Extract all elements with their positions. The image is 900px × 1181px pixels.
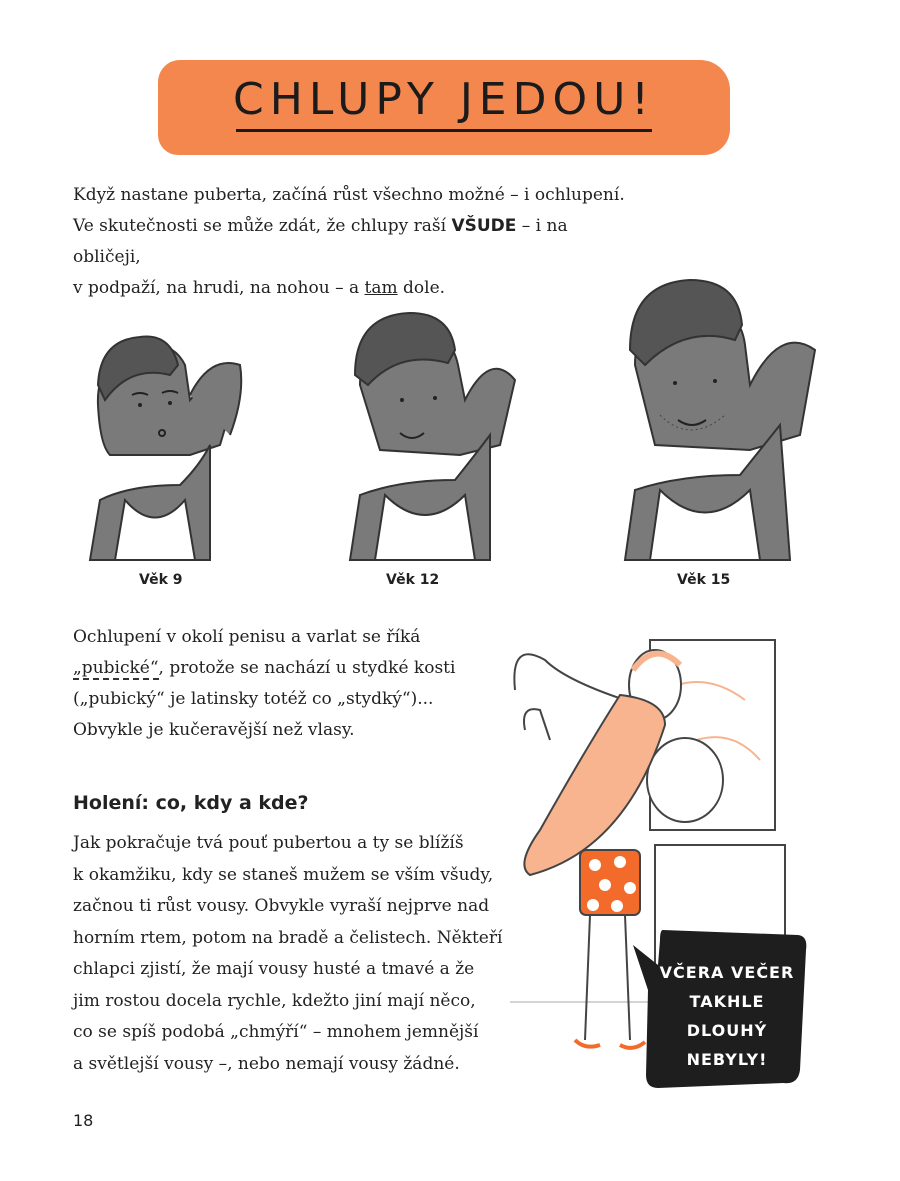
age-12-label: Věk 12	[386, 572, 440, 588]
title-underline	[236, 129, 652, 132]
intro-text: Ve skutečnosti se může zdát, že chlupy raší	[73, 216, 452, 236]
shaving-line: horním rtem, potom na bradě a čelistech. Někteří	[73, 927, 503, 948]
page-title: CHLUPY JEDOU!	[233, 74, 655, 125]
shaving-line: a světlejší vousy –, nebo nemají vousy žádné.	[73, 1053, 460, 1074]
emphasis-there: tam	[364, 278, 398, 298]
intro-text: – i na obličeji,	[73, 216, 568, 267]
intro-text: v podpaží, na hrudi, na nohou – a	[73, 278, 365, 298]
shaving-paragraph	[73, 828, 513, 1080]
boy-age-12-illustration	[340, 305, 550, 565]
emphasis-everywhere: VŠUDE	[451, 216, 517, 236]
intro-paragraph	[73, 180, 633, 304]
shaving-line: k okamžiku, kdy se staneš mužem se vším všudy,	[73, 864, 494, 885]
speech-line-2: TAKHLE	[689, 992, 765, 1011]
page-number: 18	[73, 1111, 94, 1130]
title-banner	[158, 60, 730, 155]
pubic-hair-paragraph	[73, 622, 493, 746]
intro-line-3	[73, 273, 633, 304]
speech-line-4: NEBYLY!	[686, 1050, 768, 1069]
intro-line-2	[73, 211, 633, 273]
shaving-line: chlapci zjistí, že mají vousy husté a tmavé a že	[73, 959, 475, 979]
age-15-label: Věk 15	[677, 572, 731, 588]
speech-line-1: VČERA VEČER	[659, 963, 795, 982]
speech-bubble-text	[652, 958, 802, 1074]
shaving-line: co se spíš podobá „chmýří“ – mnohem jemnější	[73, 1022, 479, 1042]
long-beard	[524, 695, 665, 875]
term-pubic: „pubické“	[73, 658, 159, 678]
sink	[647, 738, 723, 822]
pubic-line-3: („pubický“ je latinsky totéž co „stydký“)...	[73, 689, 434, 709]
speech-line-3: DLOUHÝ	[686, 1021, 768, 1040]
shaving-heading: Holení: co, kdy a kde?	[73, 792, 309, 814]
intro-line-1: Když nastane puberta, začíná růst všechno možné – i ochlupení.	[73, 185, 625, 205]
shaving-line: jim rostou docela rychle, kdežto jiní mají něco,	[73, 990, 476, 1011]
age-9-label: Věk 9	[139, 572, 183, 588]
intro-text: dole.	[397, 278, 446, 298]
pubic-line-1: Ochlupení v okolí penisu a varlat se říká	[73, 627, 421, 647]
shaving-line: Jak pokračuje tvá pouť pubertou a ty se blížíš	[73, 833, 464, 853]
pubic-line-2	[73, 653, 493, 684]
pubic-line-4: Obvykle je kučeravější než vlasy.	[73, 720, 355, 740]
pubic-text: , protože se nachází u stydké kosti	[158, 658, 456, 678]
boy-age-15-illustration	[620, 275, 830, 565]
boy-age-9-illustration	[70, 325, 270, 565]
shaving-line: začnou ti růst vousy. Obvykle vyraší nejprve nad	[73, 896, 490, 916]
